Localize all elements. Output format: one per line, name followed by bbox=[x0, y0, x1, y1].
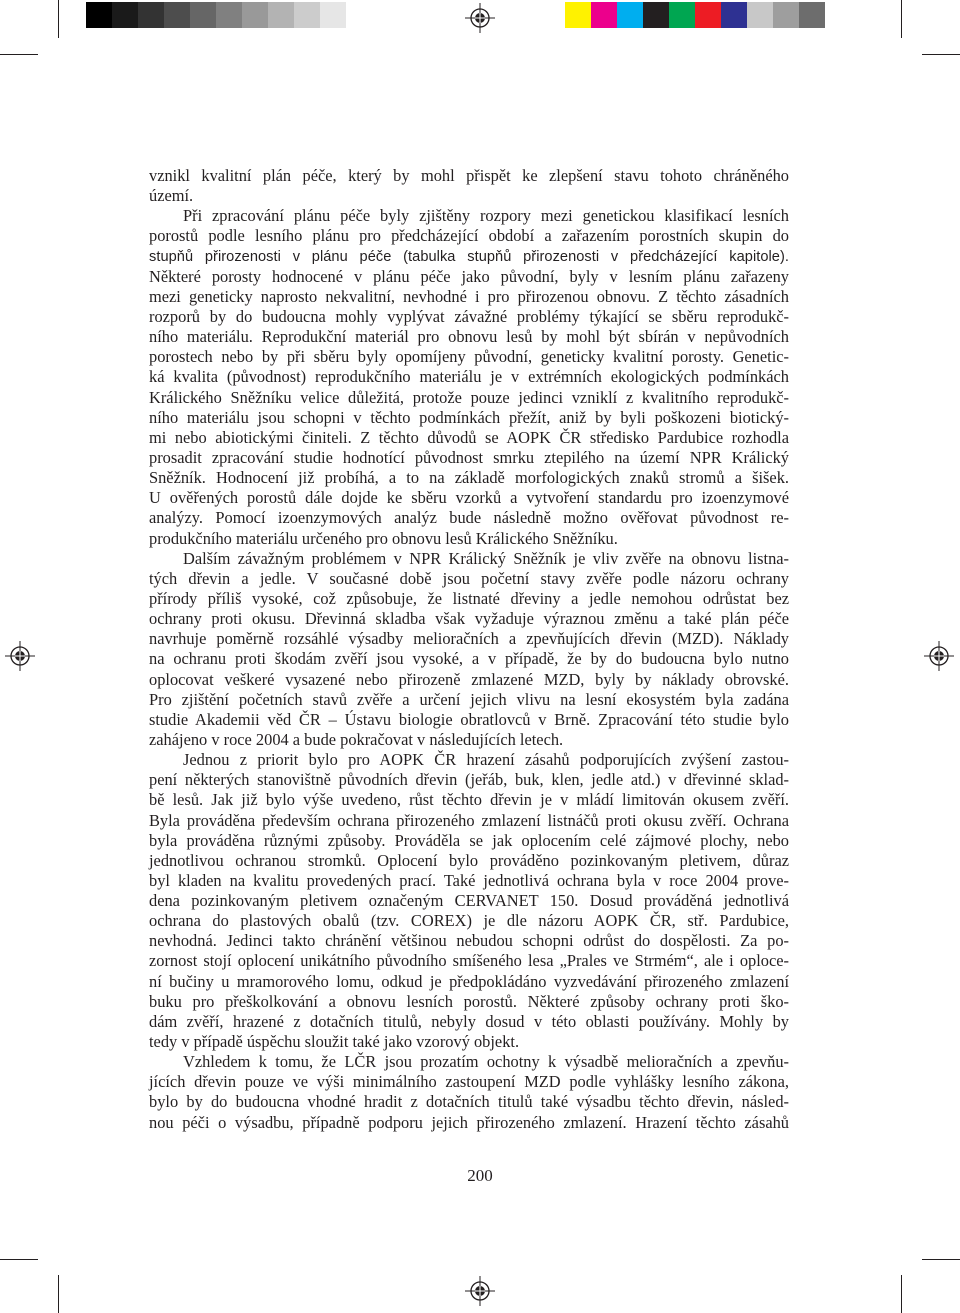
text-line: Při zpracování plánu péče byly zjištěny rozpory mezi genetickou klasifikací lesních bbox=[183, 206, 789, 226]
text-line: porostech nebo by při sběru byly opomíjeny původní, geneticky kvalitní porosty. Genetic- bbox=[149, 347, 789, 367]
text-line: zornost stojí oplocení unikátního původního smíšeného lesa „Prales ve Strmém“, ale i oploce- bbox=[149, 951, 789, 971]
text-line: byla prováděna různými způsoby. Prováděla se jak oplocením celé zájmové plochy, nebo bbox=[149, 830, 789, 850]
registration-mark-top-icon bbox=[465, 3, 495, 33]
text-line: přírody příliš vysoké, což způsobuje, že listnaté dřeviny a jedle nemohou odrůstat bez bbox=[149, 588, 789, 608]
text-line: ního materiálu jsou schopni v těchto podmínkách přežít, aniž by byli poškozeni biotický- bbox=[149, 407, 789, 427]
grayscale-swatch bbox=[164, 2, 190, 28]
process-color-swatch bbox=[643, 2, 669, 28]
text-line: dám zvěří, hrazené z dotačních titulů, nebyly dosud v této oblasti používány. Mohly by bbox=[149, 1011, 789, 1031]
text-line: Dalším závažným problémem v NPR Králický Sněžník je vliv zvěře na obnovu listna- bbox=[183, 548, 789, 568]
text-line: porostů podle lesního plánu pro předcházející období a zařazením porostních skupin do bbox=[149, 226, 789, 246]
grayscale-swatch bbox=[320, 2, 346, 28]
page-number: 200 bbox=[467, 1166, 493, 1185]
text-line: stupňů přirozenosti v plánu péče (tabulka stupňů přirozenosti v předcházející kapitole). bbox=[149, 248, 789, 265]
text-line: Některé porosty hodnocené v plánu péče jako původní, byly v lesním plánu zařazeny bbox=[149, 266, 789, 286]
text-line: mezi geneticky naprosto nekvalitní, nevhodné i pro přirozenou obnovu. Z těchto zásadních bbox=[149, 286, 789, 306]
text-line: navrhuje poměrně rozsáhlé výsadby melioračních a zpevňujících dřevin (MZD). Náklady bbox=[149, 629, 789, 649]
process-color-swatch bbox=[617, 2, 643, 28]
crop-mark bbox=[0, 1259, 38, 1260]
text-line: zahájeno v roce 2004 a bude pokračovat v následujících letech. bbox=[149, 729, 564, 749]
crop-mark bbox=[58, 0, 59, 38]
registration-mark-bottom-icon bbox=[465, 1276, 495, 1306]
registration-mark-right-icon bbox=[924, 641, 954, 671]
grayscale-swatch bbox=[294, 2, 320, 28]
text-line: ochrany proti okusu. Dřevinná skladba však vyžaduje výraznou změnu a také plán péče bbox=[149, 609, 789, 629]
text-line: Jednou z priorit bylo pro AOPK ČR hrazení zásahů podporujících zvýšení zastou- bbox=[183, 750, 789, 770]
text-line: dena pozinkovaným pletivem označeným CERVANET 150. Dosud prováděná jednotlivá bbox=[149, 891, 789, 911]
grayscale-swatch bbox=[216, 2, 242, 28]
crop-mark bbox=[922, 54, 960, 55]
text-line: prosadit zpracování studie hodnotící původnost smrku ztepilého na území NPR Králický bbox=[149, 447, 789, 467]
text-line: ního materiálu. Reprodukční materiál pro obnovu lesů by mohl být sbírán v nepůvodních bbox=[149, 327, 789, 347]
text-line: bě lesů. Jak již bylo výše uvedeno, růst těchto dřevin je v mládí limitován okusem zvěří. bbox=[149, 790, 789, 810]
crop-mark bbox=[0, 54, 38, 55]
text-line: tých dřevin a jedle. V současné době jsou početní stavy zvěře podle názoru ochrany bbox=[149, 568, 789, 588]
text-line: bylo by do budoucna vhodné hradit z dotačních titulů také výsadbu těchto dřevin, násled- bbox=[149, 1092, 789, 1112]
color-bar-process bbox=[565, 2, 825, 28]
crop-mark bbox=[901, 1275, 902, 1313]
text-line: Králického Sněžníku velice důležitá, protože pouze jedinci vzniklí z kvalitního reprodukč- bbox=[149, 387, 789, 407]
text-line: pení některých stanovištně původních dřevin (jeřáb, buk, klen, jedle atd.) v dřevinné sklad- bbox=[149, 770, 789, 790]
grayscale-swatch bbox=[190, 2, 216, 28]
text-line: mi nebo abiotickými činiteli. Z těchto důvodů se AOPK ČR středisko Pardubice rozhodla bbox=[149, 427, 789, 447]
process-color-swatch bbox=[669, 2, 695, 28]
text-line: jících dřevin pouze ve výši minimálního zastoupení MZD podle vyhlášky lesního zákona, bbox=[149, 1072, 789, 1092]
text-line: buku pro přeškolkování a obnovu lesních porostů. Některé způsoby ochrany proti ško- bbox=[149, 991, 789, 1011]
text-line: byl kladen na kvalitu provedených prací. Také jednotlivá ochrana byla v roce 2004 prove- bbox=[149, 870, 789, 890]
text-line: ochrana do plastových obalů (tzv. COREX) je dle názoru AOPK ČR, stř. Pardubice, bbox=[149, 911, 789, 931]
process-color-swatch bbox=[721, 2, 747, 28]
grayscale-swatch bbox=[138, 2, 164, 28]
grayscale-swatch bbox=[112, 2, 138, 28]
grayscale-swatch bbox=[86, 2, 112, 28]
grayscale-swatch bbox=[268, 2, 294, 28]
process-color-swatch bbox=[591, 2, 617, 28]
crop-mark bbox=[922, 1259, 960, 1260]
body-text bbox=[149, 166, 789, 1133]
crop-mark bbox=[58, 1275, 59, 1313]
text-line: studie Akademii věd ČR – Ústavu biologie obratlovců v Brně. Zpracování této studie bylo bbox=[149, 709, 789, 729]
process-color-swatch bbox=[747, 2, 773, 28]
process-color-swatch bbox=[799, 2, 825, 28]
text-line: rozporů by do budoucna mohly vyplývat závažné problémy týkající se sběru reprodukč- bbox=[149, 306, 789, 326]
process-color-swatch bbox=[565, 2, 591, 28]
text-line: území. bbox=[149, 186, 194, 206]
process-color-swatch bbox=[695, 2, 721, 28]
text-line: ká kvalita (původnost) reprodukčního materiálu je v extrémních ekologických podmínkách bbox=[149, 367, 789, 387]
text-line: vznikl kvalitní plán péče, který by mohl přispět ke zlepšení stavu tohoto chráněného bbox=[149, 166, 789, 185]
text-line: Byla prováděna především ochrana přirozeného zmlazení listnáčů proti okusu zvěří. Ochrana bbox=[149, 810, 789, 830]
process-color-swatch bbox=[773, 2, 799, 28]
text-line: tedy v případě úspěchu sloužit také jako vzorový objekt. bbox=[149, 1032, 520, 1052]
grayscale-swatch bbox=[242, 2, 268, 28]
text-line: nevhodná. Jedinci takto chránění většinou nebudou schopni odrůst do dospělosti. Za po- bbox=[149, 931, 789, 951]
text-line: U ověřených porostů dále dojde ke sběru vzorků a vytvoření standardu pro izoenzymové bbox=[149, 488, 789, 508]
crop-mark bbox=[901, 0, 902, 38]
registration-mark-left-icon bbox=[5, 641, 35, 671]
text-line: oplocovat veškeré vysazené nebo přirozeně zmlazené MZD, byly by náklady obrovské. bbox=[149, 669, 789, 689]
text-line: jednotlivou ochranou stromků. Oplocení bylo prováděno pozinkovaným pletivem, důraz bbox=[149, 850, 789, 870]
text-line: ní bučiny u mramorového lomu, odkud je předpokládáno vyzvedávání přirozeného zmlazení bbox=[149, 971, 789, 991]
text-line: Sněžník. Hodnocení již probíhá, a to na základě morfologických znaků stromů a šišek. bbox=[149, 468, 789, 488]
text-line: nou péči o výsadbu, případně podporu jejich přirozeného zmlazení. Hrazení těchto zásahů bbox=[149, 1112, 789, 1132]
text-line: Pro zjištění početních stavů zvěře a určení jejich vlivu na lesní ekosystém byla zadána bbox=[149, 689, 789, 709]
text-line: na ochranu proti škodám zvěří jsou vysoké, a v případě, že by do budoucna bylo nutno bbox=[149, 649, 789, 669]
color-bar-grayscale bbox=[86, 2, 346, 28]
text-line: Vzhledem k tomu, že LČR jsou prozatím ochotny k výsadbě melioračních a zpevňu- bbox=[183, 1052, 789, 1072]
text-line: produkčního materiálu určeného pro obnovu lesů Králického Sněžníku. bbox=[149, 528, 618, 548]
text-line: analýzy. Pomocí izoenzymových analýz bude následně možno ověřovat původnost re- bbox=[149, 508, 789, 528]
